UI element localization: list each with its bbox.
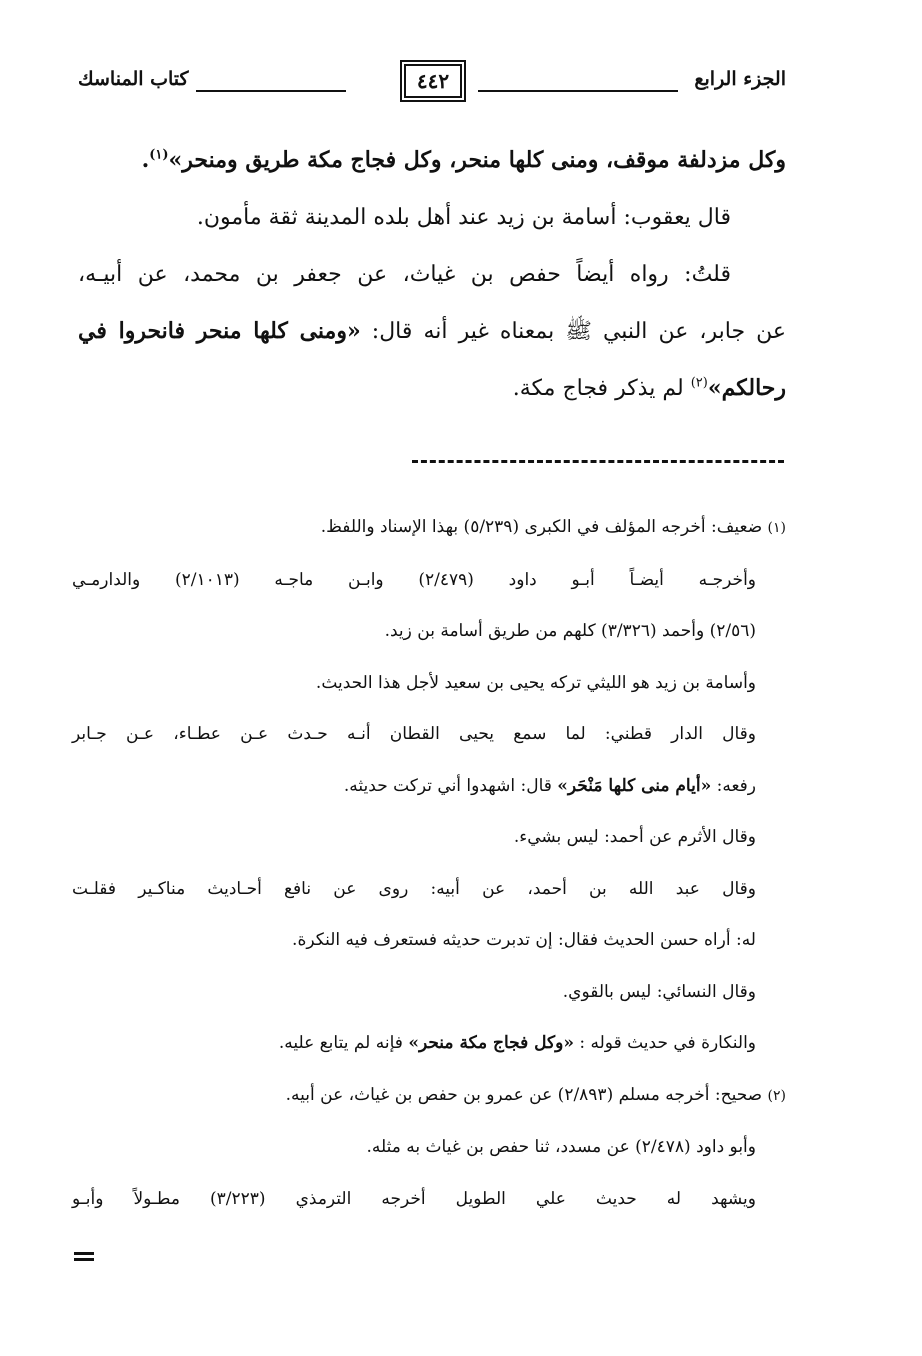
footnote-separator [412,460,784,463]
footnote-line: (٢) صحيح: أخرجه مسلم (٢/٨٩٣) عن عمرو بن حفص بن غياث، عن أبيه. [285,1084,786,1105]
part-title: الجزء الرابع [694,68,786,90]
footnote-line: وأسامة بن زيد هو الليثي تركه يحيى بن سعيد لأجل هذا الحديث. [315,672,756,693]
footnote-line: وقال النسائي: ليس بالقوي. [562,981,756,1002]
footnote-line: ويشهد له حديث علي الطويل أخرجه الترمذي (٣/٢٢٣) مطـولاً وأبـو [72,1188,756,1209]
footnote-ref: (٢) [690,375,708,391]
footnote-ref: (١) [149,147,169,163]
text-line: وكل مزدلفة موقف، ومنى كلها منحر، وكل فجاج مكة طريق ومنحر»$^{(١)}$. [141,147,786,173]
book-title: كتاب المناسك [78,68,189,90]
footnote-line: له: أراه حسن الحديث فقال: إن تدبرت حديثه فستعرف فيه النكرة. [292,930,756,950]
footnote-number: (٢) [767,1087,786,1104]
page-header [78,58,786,108]
footnotes [72,502,786,1225]
footnote-line: وأبو داود (٢/٤٧٨) عن مسدد، ثنا حفص بن غياث به مثله. [366,1137,756,1157]
footnote-line: وقال الدار قطني: لما سمع يحيى القطان أنـه حـدث عـن عطـاء، عـن جـابر [72,724,756,744]
footnote-line: وأخرجـه أيضـاً أبـو داود (٢/٤٧٩) وابـن ماجـه (٢/١٠١٣) والدارمـي [72,569,756,590]
text-line: رحالكم»$^{(٢)}$ لم يذكر فجاج مكة. [512,375,786,401]
footnote-line: وقال الأثرم عن أحمد: ليس بشيء. [513,827,756,847]
footnote-number: (١) [767,520,786,536]
header-rule-right [478,90,678,92]
header-rule-left [196,90,346,92]
footnote-line: وقال عبد الله بن أحمد، عن أبيه: روى عن نافع أحـاديث مناكـير فقلـت [72,878,756,899]
footnote-line: والنكارة في حديث قوله : «وكل فجاج مكة منحر» فإنه لم يتابع عليه. [278,1033,756,1053]
footnote-line: رفعه: «أيام منى كلها مَنْحَر» قال: اشهدوا أني تركت حديثه. [343,775,756,796]
footnote-line: (١) ضعيف: أخرجه المؤلف في الكبرى (٥/٢٣٩) بهذا الإسناد واللفظ. [320,517,786,537]
text-line: عن جابر، عن النبي ﷺ بمعناه غير أنه قال: «ومنى كلها منحر فانحروا في [78,318,787,344]
continuation-mark [74,1252,94,1261]
text-line: قلتُ: رواه أيضاً حفص بن غياث، عن جعفر بن محمد، عن أبيـه، [78,262,731,287]
footnote-line: (٢/٥٦) وأحمد (٣/٣٢٦) كلهم من طريق أسامة بن زيد. [384,621,756,641]
main-text [78,132,786,417]
page-number: ٤٤٢ [400,60,466,102]
text-line: قال يعقوب: أسامة بن زيد عند أهل بلده المدينة ثقة مأمون. [196,205,731,230]
